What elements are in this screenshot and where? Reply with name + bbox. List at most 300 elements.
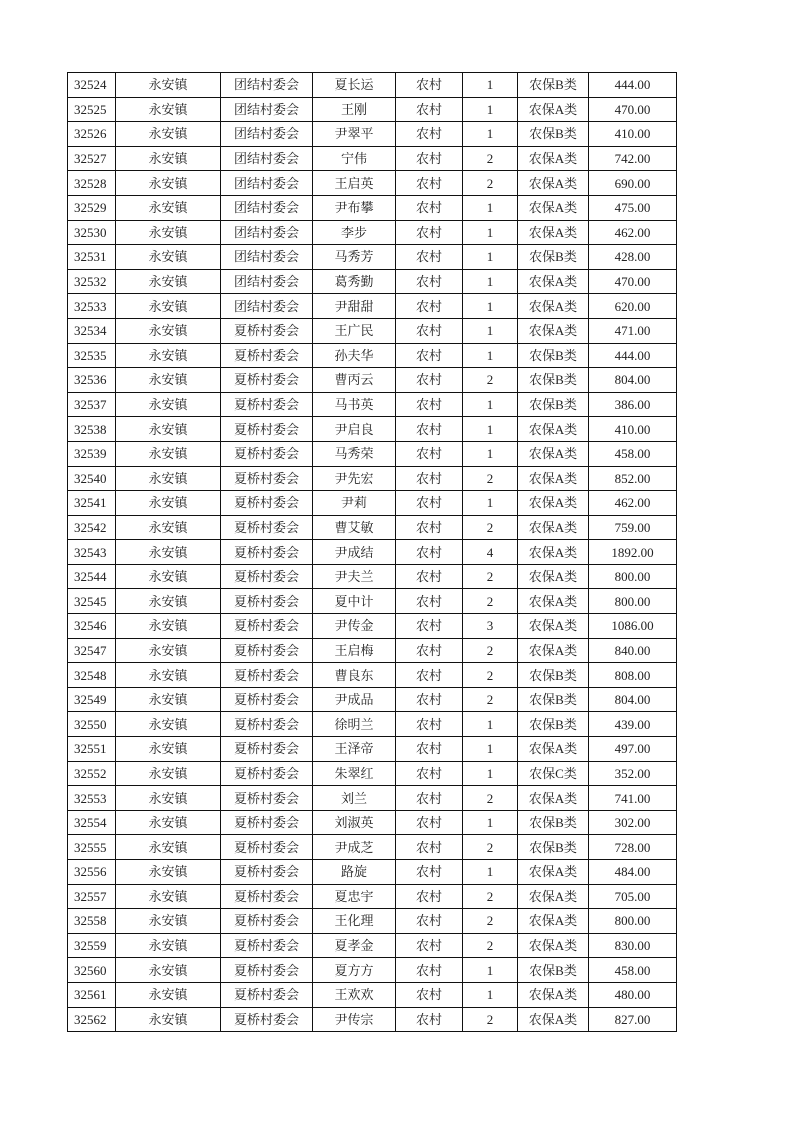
household-count-cell: 1	[463, 195, 518, 220]
amount-cell: 470.00	[589, 97, 677, 122]
insurance-category-cell: 农保B类	[518, 73, 589, 98]
table-row	[68, 933, 677, 958]
person-name-cell: 夏孝金	[313, 933, 396, 958]
amount-cell: 444.00	[589, 73, 677, 98]
area-type-cell: 农村	[396, 909, 463, 934]
record-id-cell: 32541	[68, 491, 116, 516]
record-id-cell: 32543	[68, 540, 116, 565]
table-row	[68, 97, 677, 122]
household-count-cell: 1	[463, 343, 518, 368]
person-name-cell: 尹先宏	[313, 466, 396, 491]
household-count-cell: 1	[463, 982, 518, 1007]
person-name-cell: 尹莉	[313, 491, 396, 516]
insurance-category-cell: 农保A类	[518, 318, 589, 343]
village-committee-cell: 夏桥村委会	[221, 835, 313, 860]
record-id-cell: 32526	[68, 122, 116, 147]
table-row	[68, 269, 677, 294]
insurance-category-cell: 农保B类	[518, 687, 589, 712]
amount-cell: 620.00	[589, 294, 677, 319]
person-name-cell: 尹成品	[313, 687, 396, 712]
town-cell: 永安镇	[116, 663, 221, 688]
household-count-cell: 1	[463, 712, 518, 737]
town-cell: 永安镇	[116, 122, 221, 147]
table-row	[68, 491, 677, 516]
household-count-cell: 1	[463, 491, 518, 516]
area-type-cell: 农村	[396, 982, 463, 1007]
household-count-cell: 1	[463, 73, 518, 98]
amount-cell: 852.00	[589, 466, 677, 491]
village-committee-cell: 夏桥村委会	[221, 466, 313, 491]
table-row	[68, 515, 677, 540]
table-row	[68, 761, 677, 786]
village-committee-cell: 夏桥村委会	[221, 786, 313, 811]
household-count-cell: 4	[463, 540, 518, 565]
record-id-cell: 32556	[68, 860, 116, 885]
town-cell: 永安镇	[116, 687, 221, 712]
insurance-category-cell: 农保A类	[518, 933, 589, 958]
area-type-cell: 农村	[396, 663, 463, 688]
insurance-category-cell: 农保B类	[518, 663, 589, 688]
table-row	[68, 122, 677, 147]
village-committee-cell: 夏桥村委会	[221, 958, 313, 983]
area-type-cell: 农村	[396, 171, 463, 196]
village-committee-cell: 夏桥村委会	[221, 933, 313, 958]
area-type-cell: 农村	[396, 368, 463, 393]
town-cell: 永安镇	[116, 1007, 221, 1032]
record-id-cell: 32544	[68, 564, 116, 589]
village-committee-cell: 夏桥村委会	[221, 515, 313, 540]
record-id-cell: 32525	[68, 97, 116, 122]
village-committee-cell: 夏桥村委会	[221, 761, 313, 786]
amount-cell: 471.00	[589, 318, 677, 343]
household-count-cell: 2	[463, 884, 518, 909]
village-committee-cell: 夏桥村委会	[221, 884, 313, 909]
household-count-cell: 2	[463, 515, 518, 540]
table-row	[68, 540, 677, 565]
person-name-cell: 王泽帝	[313, 737, 396, 762]
insurance-category-cell: 农保B类	[518, 712, 589, 737]
person-name-cell: 路旋	[313, 860, 396, 885]
village-committee-cell: 夏桥村委会	[221, 663, 313, 688]
table-row	[68, 638, 677, 663]
table-row	[68, 712, 677, 737]
insurance-category-cell: 农保A类	[518, 269, 589, 294]
town-cell: 永安镇	[116, 884, 221, 909]
record-id-cell: 32550	[68, 712, 116, 737]
table-row	[68, 663, 677, 688]
town-cell: 永安镇	[116, 810, 221, 835]
village-committee-cell: 夏桥村委会	[221, 417, 313, 442]
record-id-cell: 32557	[68, 884, 116, 909]
amount-cell: 800.00	[589, 909, 677, 934]
town-cell: 永安镇	[116, 269, 221, 294]
person-name-cell: 朱翠红	[313, 761, 396, 786]
town-cell: 永安镇	[116, 146, 221, 171]
insurance-category-cell: 农保A类	[518, 417, 589, 442]
insurance-category-cell: 农保B类	[518, 835, 589, 860]
area-type-cell: 农村	[396, 441, 463, 466]
household-count-cell: 1	[463, 737, 518, 762]
amount-cell: 352.00	[589, 761, 677, 786]
table-row	[68, 737, 677, 762]
household-count-cell: 1	[463, 417, 518, 442]
area-type-cell: 农村	[396, 564, 463, 589]
household-count-cell: 2	[463, 933, 518, 958]
record-id-cell: 32547	[68, 638, 116, 663]
area-type-cell: 农村	[396, 835, 463, 860]
town-cell: 永安镇	[116, 761, 221, 786]
area-type-cell: 农村	[396, 97, 463, 122]
person-name-cell: 夏长运	[313, 73, 396, 98]
household-count-cell: 2	[463, 564, 518, 589]
area-type-cell: 农村	[396, 417, 463, 442]
village-committee-cell: 夏桥村委会	[221, 614, 313, 639]
town-cell: 永安镇	[116, 589, 221, 614]
insurance-category-cell: 农保A类	[518, 220, 589, 245]
person-name-cell: 马书英	[313, 392, 396, 417]
town-cell: 永安镇	[116, 73, 221, 98]
area-type-cell: 农村	[396, 466, 463, 491]
amount-cell: 800.00	[589, 564, 677, 589]
village-committee-cell: 夏桥村委会	[221, 343, 313, 368]
table-row	[68, 589, 677, 614]
insurance-category-cell: 农保A类	[518, 1007, 589, 1032]
insurance-category-cell: 农保A类	[518, 860, 589, 885]
person-name-cell: 尹甜甜	[313, 294, 396, 319]
table-row	[68, 294, 677, 319]
area-type-cell: 农村	[396, 540, 463, 565]
person-name-cell: 夏中计	[313, 589, 396, 614]
insurance-category-cell: 农保B类	[518, 245, 589, 270]
household-count-cell: 2	[463, 1007, 518, 1032]
area-type-cell: 农村	[396, 343, 463, 368]
household-count-cell: 2	[463, 638, 518, 663]
insurance-category-cell: 农保A类	[518, 540, 589, 565]
person-name-cell: 尹成芝	[313, 835, 396, 860]
town-cell: 永安镇	[116, 441, 221, 466]
area-type-cell: 农村	[396, 73, 463, 98]
person-name-cell: 马秀荣	[313, 441, 396, 466]
town-cell: 永安镇	[116, 491, 221, 516]
area-type-cell: 农村	[396, 122, 463, 147]
person-name-cell: 徐明兰	[313, 712, 396, 737]
person-name-cell: 李步	[313, 220, 396, 245]
town-cell: 永安镇	[116, 835, 221, 860]
town-cell: 永安镇	[116, 909, 221, 934]
table-row	[68, 417, 677, 442]
town-cell: 永安镇	[116, 392, 221, 417]
amount-cell: 800.00	[589, 589, 677, 614]
town-cell: 永安镇	[116, 245, 221, 270]
household-count-cell: 1	[463, 122, 518, 147]
town-cell: 永安镇	[116, 195, 221, 220]
amount-cell: 484.00	[589, 860, 677, 885]
household-count-cell: 1	[463, 392, 518, 417]
table-row	[68, 220, 677, 245]
person-name-cell: 马秀芳	[313, 245, 396, 270]
record-id-cell: 32527	[68, 146, 116, 171]
insurance-category-cell: 农保A类	[518, 737, 589, 762]
town-cell: 永安镇	[116, 97, 221, 122]
insurance-category-cell: 农保B类	[518, 392, 589, 417]
area-type-cell: 农村	[396, 614, 463, 639]
amount-cell: 804.00	[589, 368, 677, 393]
village-committee-cell: 夏桥村委会	[221, 737, 313, 762]
area-type-cell: 农村	[396, 786, 463, 811]
village-committee-cell: 夏桥村委会	[221, 318, 313, 343]
record-id-cell: 32529	[68, 195, 116, 220]
table-row	[68, 564, 677, 589]
table-row	[68, 909, 677, 934]
amount-cell: 462.00	[589, 491, 677, 516]
village-committee-cell: 夏桥村委会	[221, 491, 313, 516]
village-committee-cell: 夏桥村委会	[221, 564, 313, 589]
household-count-cell: 2	[463, 835, 518, 860]
person-name-cell: 王欢欢	[313, 982, 396, 1007]
household-count-cell: 1	[463, 860, 518, 885]
record-id-cell: 32539	[68, 441, 116, 466]
amount-cell: 759.00	[589, 515, 677, 540]
insurance-category-cell: 农保A类	[518, 982, 589, 1007]
amount-cell: 741.00	[589, 786, 677, 811]
amount-cell: 742.00	[589, 146, 677, 171]
table-row	[68, 441, 677, 466]
amount-cell: 386.00	[589, 392, 677, 417]
village-committee-cell: 夏桥村委会	[221, 638, 313, 663]
area-type-cell: 农村	[396, 589, 463, 614]
table-row	[68, 466, 677, 491]
record-id-cell: 32536	[68, 368, 116, 393]
household-count-cell: 1	[463, 269, 518, 294]
table-row	[68, 171, 677, 196]
record-id-cell: 32554	[68, 810, 116, 835]
village-committee-cell: 团结村委会	[221, 73, 313, 98]
village-committee-cell: 团结村委会	[221, 269, 313, 294]
table-row	[68, 884, 677, 909]
amount-cell: 462.00	[589, 220, 677, 245]
village-committee-cell: 夏桥村委会	[221, 368, 313, 393]
town-cell: 永安镇	[116, 958, 221, 983]
record-id-cell: 32545	[68, 589, 116, 614]
table-row	[68, 195, 677, 220]
insurance-category-cell: 农保A类	[518, 786, 589, 811]
village-committee-cell: 团结村委会	[221, 195, 313, 220]
record-id-cell: 32552	[68, 761, 116, 786]
area-type-cell: 农村	[396, 884, 463, 909]
data-table	[67, 72, 677, 1032]
table-row	[68, 786, 677, 811]
area-type-cell: 农村	[396, 146, 463, 171]
person-name-cell: 王广民	[313, 318, 396, 343]
record-id-cell: 32559	[68, 933, 116, 958]
household-count-cell: 2	[463, 146, 518, 171]
village-committee-cell: 夏桥村委会	[221, 860, 313, 885]
town-cell: 永安镇	[116, 171, 221, 196]
household-count-cell: 2	[463, 687, 518, 712]
town-cell: 永安镇	[116, 540, 221, 565]
insurance-category-cell: 农保C类	[518, 761, 589, 786]
household-count-cell: 3	[463, 614, 518, 639]
town-cell: 永安镇	[116, 466, 221, 491]
person-name-cell: 尹传金	[313, 614, 396, 639]
amount-cell: 475.00	[589, 195, 677, 220]
insurance-category-cell: 农保A类	[518, 638, 589, 663]
record-id-cell: 32538	[68, 417, 116, 442]
household-count-cell: 2	[463, 663, 518, 688]
town-cell: 永安镇	[116, 294, 221, 319]
person-name-cell: 曹艾敏	[313, 515, 396, 540]
village-committee-cell: 夏桥村委会	[221, 1007, 313, 1032]
area-type-cell: 农村	[396, 195, 463, 220]
area-type-cell: 农村	[396, 761, 463, 786]
area-type-cell: 农村	[396, 245, 463, 270]
amount-cell: 1086.00	[589, 614, 677, 639]
record-id-cell: 32548	[68, 663, 116, 688]
household-count-cell: 1	[463, 761, 518, 786]
record-id-cell: 32531	[68, 245, 116, 270]
person-name-cell: 尹夫兰	[313, 564, 396, 589]
amount-cell: 497.00	[589, 737, 677, 762]
insurance-category-cell: 农保B类	[518, 343, 589, 368]
amount-cell: 302.00	[589, 810, 677, 835]
village-committee-cell: 夏桥村委会	[221, 712, 313, 737]
table-row	[68, 860, 677, 885]
amount-cell: 458.00	[589, 441, 677, 466]
insurance-category-cell: 农保A类	[518, 146, 589, 171]
amount-cell: 444.00	[589, 343, 677, 368]
person-name-cell: 王启梅	[313, 638, 396, 663]
village-committee-cell: 夏桥村委会	[221, 540, 313, 565]
town-cell: 永安镇	[116, 712, 221, 737]
person-name-cell: 尹传宗	[313, 1007, 396, 1032]
area-type-cell: 农村	[396, 491, 463, 516]
village-committee-cell: 夏桥村委会	[221, 810, 313, 835]
person-name-cell: 刘兰	[313, 786, 396, 811]
insurance-category-cell: 农保A类	[518, 491, 589, 516]
record-id-cell: 32546	[68, 614, 116, 639]
area-type-cell: 农村	[396, 392, 463, 417]
table-row	[68, 614, 677, 639]
household-count-cell: 2	[463, 368, 518, 393]
insurance-category-cell: 农保A类	[518, 515, 589, 540]
amount-cell: 808.00	[589, 663, 677, 688]
area-type-cell: 农村	[396, 294, 463, 319]
area-type-cell: 农村	[396, 958, 463, 983]
amount-cell: 458.00	[589, 958, 677, 983]
insurance-category-cell: 农保A类	[518, 614, 589, 639]
area-type-cell: 农村	[396, 933, 463, 958]
record-id-cell: 32524	[68, 73, 116, 98]
area-type-cell: 农村	[396, 737, 463, 762]
town-cell: 永安镇	[116, 933, 221, 958]
village-committee-cell: 夏桥村委会	[221, 909, 313, 934]
table-row	[68, 368, 677, 393]
insurance-category-cell: 农保A类	[518, 909, 589, 934]
person-name-cell: 孙夫华	[313, 343, 396, 368]
area-type-cell: 农村	[396, 269, 463, 294]
insurance-category-cell: 农保A类	[518, 589, 589, 614]
insurance-category-cell: 农保B类	[518, 958, 589, 983]
insurance-category-cell: 农保A类	[518, 171, 589, 196]
town-cell: 永安镇	[116, 220, 221, 245]
village-committee-cell: 夏桥村委会	[221, 589, 313, 614]
table-row	[68, 687, 677, 712]
record-id-cell: 32560	[68, 958, 116, 983]
insurance-category-cell: 农保B类	[518, 368, 589, 393]
person-name-cell: 尹布攀	[313, 195, 396, 220]
village-committee-cell: 团结村委会	[221, 122, 313, 147]
table-row	[68, 958, 677, 983]
household-count-cell: 2	[463, 909, 518, 934]
town-cell: 永安镇	[116, 417, 221, 442]
town-cell: 永安镇	[116, 515, 221, 540]
person-name-cell: 王刚	[313, 97, 396, 122]
town-cell: 永安镇	[116, 368, 221, 393]
record-id-cell: 32555	[68, 835, 116, 860]
record-id-cell: 32551	[68, 737, 116, 762]
village-committee-cell: 团结村委会	[221, 146, 313, 171]
person-name-cell: 尹翠平	[313, 122, 396, 147]
area-type-cell: 农村	[396, 860, 463, 885]
village-committee-cell: 夏桥村委会	[221, 687, 313, 712]
amount-cell: 705.00	[589, 884, 677, 909]
household-count-cell: 2	[463, 786, 518, 811]
person-name-cell: 王化理	[313, 909, 396, 934]
household-count-cell: 2	[463, 466, 518, 491]
insurance-category-cell: 农保A类	[518, 97, 589, 122]
village-committee-cell: 团结村委会	[221, 220, 313, 245]
village-committee-cell: 夏桥村委会	[221, 441, 313, 466]
table-row	[68, 245, 677, 270]
table-row	[68, 73, 677, 98]
village-committee-cell: 团结村委会	[221, 245, 313, 270]
amount-cell: 410.00	[589, 122, 677, 147]
town-cell: 永安镇	[116, 614, 221, 639]
table-row	[68, 1007, 677, 1032]
amount-cell: 480.00	[589, 982, 677, 1007]
town-cell: 永安镇	[116, 318, 221, 343]
amount-cell: 728.00	[589, 835, 677, 860]
insurance-category-cell: 农保A类	[518, 564, 589, 589]
person-name-cell: 尹启良	[313, 417, 396, 442]
area-type-cell: 农村	[396, 712, 463, 737]
village-committee-cell: 团结村委会	[221, 294, 313, 319]
town-cell: 永安镇	[116, 638, 221, 663]
household-count-cell: 1	[463, 318, 518, 343]
town-cell: 永安镇	[116, 860, 221, 885]
table-row	[68, 810, 677, 835]
record-id-cell: 32549	[68, 687, 116, 712]
record-id-cell: 32562	[68, 1007, 116, 1032]
village-committee-cell: 夏桥村委会	[221, 982, 313, 1007]
area-type-cell: 农村	[396, 515, 463, 540]
area-type-cell: 农村	[396, 687, 463, 712]
area-type-cell: 农村	[396, 810, 463, 835]
insurance-category-cell: 农保A类	[518, 441, 589, 466]
household-count-cell: 2	[463, 589, 518, 614]
person-name-cell: 王启英	[313, 171, 396, 196]
village-committee-cell: 团结村委会	[221, 97, 313, 122]
area-type-cell: 农村	[396, 1007, 463, 1032]
village-committee-cell: 团结村委会	[221, 171, 313, 196]
area-type-cell: 农村	[396, 220, 463, 245]
table-row	[68, 146, 677, 171]
person-name-cell: 尹成结	[313, 540, 396, 565]
amount-cell: 439.00	[589, 712, 677, 737]
town-cell: 永安镇	[116, 737, 221, 762]
person-name-cell: 夏忠宇	[313, 884, 396, 909]
amount-cell: 827.00	[589, 1007, 677, 1032]
